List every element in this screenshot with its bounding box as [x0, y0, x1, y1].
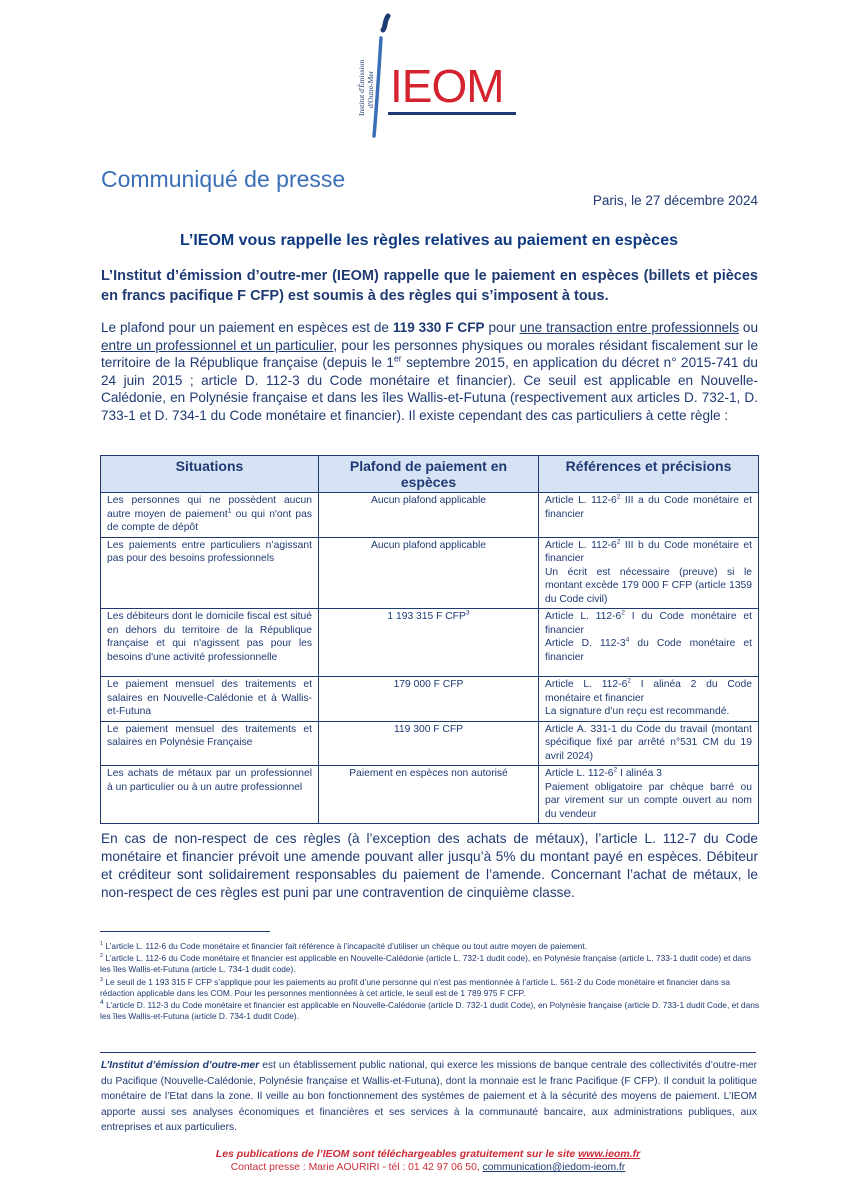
- website-link[interactable]: www.ieom.fr: [578, 1148, 641, 1160]
- footnote-number: 3: [100, 976, 104, 983]
- reference-text: Article L. 112-6: [545, 495, 617, 506]
- footnotes: [100, 941, 760, 1023]
- reference-text: Article L. 112-6: [545, 768, 614, 779]
- cell-plafond: [319, 721, 539, 766]
- ieom-logo-graphic: [350, 8, 525, 143]
- table-row: [101, 493, 759, 538]
- reference-note: Article D. 112-3: [545, 638, 626, 649]
- footnote: [100, 953, 760, 975]
- table-row: [101, 721, 759, 766]
- column-header-references: Références et précisions: [539, 456, 759, 493]
- rules-table: [100, 455, 759, 824]
- reference-note: Un écrit est nécessaire (preuve) si le montant excède 179 000 F CFP (article 1359 du Code civil): [545, 566, 752, 605]
- situation-text: Le paiement mensuel des traitements et salaires en Nouvelle-Calédonie et à Wallis-et-Futuna: [107, 679, 312, 717]
- cell-reference: [539, 677, 759, 722]
- publications-note: [100, 1148, 756, 1160]
- reference-text: III b du Code monétaire et financier: [545, 539, 752, 564]
- logo-wordmark: IEOM: [390, 60, 504, 112]
- ceiling-amount: 119 330 F CFP: [392, 320, 485, 335]
- cell-situation: [101, 609, 319, 677]
- reference-text: I alinéa 2 du Code monétaire et financier: [545, 679, 752, 704]
- situation-text: Les paiements entre particuliers n’agissant pas pour des besoins professionnels: [107, 539, 312, 564]
- body-paragraph: [101, 319, 758, 424]
- body-text: pour: [484, 320, 520, 335]
- body-text: , pour les personnes physiques ou morales résidant fiscalement sur le territoire de la République française (depuis le 1: [101, 337, 759, 370]
- about-text: est un établissement public national, qui exerce les missions de banque centrale des collectivités d’outre-mer du Pacifique (Nouvelle-Calédonie, Polynésie française et Wallis-et-Futuna), dont la monnaie est le franc Pacifique (F CFP). Il conduit la politique monétaire de l’Etat dans la zone. Il veille au bon fonctionnement des systèmes de paiement et à la sécurité des moyens de paiement. L’IEOM apporte aussi ses analyses économiques et financières et ses services à la communauté bancaire, aux administrations publiques, aux entreprises et aux particuliers.: [101, 1060, 757, 1134]
- footnote-ref: 2: [621, 609, 625, 617]
- situation-text: ou qui n'ont pas de compte de dépôt: [107, 508, 312, 533]
- cell-plafond: [319, 493, 539, 538]
- reference-text: Article L. 112-6: [545, 611, 622, 622]
- about-org-name: L’Institut d’émission d’outre-mer: [101, 1060, 260, 1071]
- situation-text: Les débiteurs dont le domicile fiscal est situé en dehors du territoire de la République française et qui n'agissent pas pour les besoins d'une activité professionnelle: [107, 611, 312, 663]
- cell-situation: [101, 537, 319, 609]
- footnote: [100, 977, 760, 999]
- cell-situation: [101, 677, 319, 722]
- reference-note: du Code monétaire et financier: [545, 638, 752, 663]
- table-row: [101, 677, 759, 722]
- underlined-phrase: entre un professionnel et un particulier: [101, 337, 334, 353]
- column-header-plafond: Plafond de paiement en espèces: [319, 456, 539, 493]
- cell-situation: [101, 721, 319, 766]
- table-row: [101, 609, 759, 677]
- situation-text: Les personnes qui ne possèdent aucun autre moyen de paiement: [107, 495, 312, 520]
- headline: L’IEOM vous rappelle les règles relatives au paiement en espèces: [179, 232, 678, 249]
- cell-reference: [539, 766, 759, 824]
- table-header-row: [101, 456, 759, 493]
- footnote-text: L’article D. 112-3 du Code monétaire et financier est applicable en Nouvelle-Calédonie (article D. 732-1 dudit Code), en Polynésie française (article D. 733-1 dudit Code, et dans les îles Wallis-et-Futuna (article D. 734-1 dudit Code).: [100, 1000, 760, 1022]
- reference-text: Article L. 112-6: [545, 539, 617, 551]
- footnote-ref: 2: [627, 677, 632, 685]
- plafond-text: 179 000 F CFP: [393, 679, 464, 690]
- reference-note: Paiement obligatoire par chèque barré ou par virement sur un compte ouvert au nom du vendeur: [545, 781, 752, 820]
- cell-plafond: [319, 609, 539, 677]
- cell-plafond: [319, 766, 539, 824]
- footnote-number: 4: [100, 999, 104, 1007]
- penalty-paragraph: En cas de non-respect de ces règles (à l’exception des achats de métaux), l’article L. 112-7 du Code monétaire et financier prévoit une amende pouvant aller jusqu’à 5% du montant payé en espèces. Débiteur et créditeur sont solidairement responsables du paiement de l’amende. Concernant l’achat de métaux, le non-respect de ces règles est puni par une contravention de cinquième classe.: [101, 831, 758, 900]
- contact-text: Contact presse : Marie AOURIRI - tél : 01 42 97 06 50,: [230, 1162, 483, 1173]
- footnote-number: 2: [100, 953, 104, 960]
- footnote-ref: 2: [616, 493, 621, 501]
- reference-note: La signature d’un reçu est recommandé.: [545, 706, 730, 717]
- reference-text: Article A. 331-1 du Code du travail (montant spécifique fixé par arrêté n°531 CM du 19 avril 2024): [545, 723, 752, 762]
- footnote-ref: 4: [625, 636, 630, 644]
- cell-reference: [539, 493, 759, 538]
- plafond-text: 1 193 315 F CFP: [387, 611, 466, 622]
- plafond-text: Paiement en espèces non autorisé: [349, 768, 508, 779]
- footnote-divider: [100, 931, 270, 932]
- body-text: ou: [739, 320, 759, 335]
- footnote-ref: 2: [613, 766, 618, 774]
- publications-text: Les publications de l’IEOM sont téléchargeables gratuitement sur le site: [215, 1148, 579, 1160]
- footnote-ref: 3: [465, 609, 470, 617]
- plafond-text: Aucun plafond applicable: [370, 495, 487, 506]
- cell-reference: [539, 721, 759, 766]
- footnote-number: 1: [100, 941, 104, 948]
- reference-text: Article L. 112-6: [545, 679, 628, 690]
- plafond-text: Aucun plafond applicable: [370, 539, 487, 551]
- cell-plafond: [319, 537, 539, 609]
- lead-paragraph: L’Institut d’émission d’outre-mer (IEOM) rappelle que le paiement en espèces (billets et pièces en francs pacifique F CFP) est soumis à des règles qui s’imposent à tous.: [101, 268, 758, 304]
- body-text: septembre 2015, en application du décret n° 2015-741 du 24 juin 2015 ; article D. 112-3 du Code monétaire et financier). Ce seuil est applicable en Nouvelle-Calédonie, en Polynésie française et dans les îles Wallis-et-Futuna (respectivement aux articles D. 732-1, D. 733-1 et D. 734-1 du Code monétaire et financier). Il existe cependant des cas particuliers à cette règle :: [101, 355, 758, 423]
- table-row: [101, 766, 759, 824]
- press-date: Paris, le 27 décembre 2024: [592, 193, 758, 208]
- cell-situation: [101, 493, 319, 538]
- press-contact: [100, 1162, 756, 1173]
- footnote: [100, 941, 760, 952]
- cell-reference: [539, 609, 759, 677]
- footnote-text: L’article L. 112-6 du Code monétaire et financier est applicable en Nouvelle-Calédonie (article L. 732-1 dudit code), en Polynésie française (article L. 733-1 dudit code) et dans les îles Wallis-et-Futuna (article L. 734-1 dudit code).: [100, 953, 751, 975]
- kicker: Communiqué de presse: [101, 166, 346, 192]
- superscript: er: [393, 353, 402, 364]
- footnote-text: Le seuil de 1 193 315 F CFP s’applique pour les paiements au profit d’une personne qui n’est pas mentionnée à l’article L. 561-2 du Code monétaire et financier dans sa rédaction applicable dans les COM. Pour les personnes mentionnées à cet article, le seuil est de 1 789 975 F CFP.: [100, 976, 730, 998]
- reference-text: I du Code monétaire et financier: [545, 611, 752, 636]
- footnote: [100, 1000, 760, 1022]
- body-text: Le plafond pour un paiement en espèces est de: [101, 320, 393, 335]
- logo-tagline-line2: d'Outre-Mer: [366, 70, 375, 108]
- plafond-text: 119 300 F CFP: [393, 723, 464, 735]
- situation-text: Le paiement mensuel des traitements et salaires en Polynésie Française: [107, 723, 312, 748]
- footnote-text: L’article L. 112-6 du Code monétaire et financier fait référence à l’incapacité d’utiliser un chèque ou tout autre moyen de paiement.: [103, 941, 588, 951]
- logo-tagline-line1: Institut d'Émission: [357, 59, 366, 116]
- underlined-phrase: une transaction entre professionnels: [519, 320, 740, 335]
- table-row: [101, 537, 759, 609]
- footnote-ref: 1: [227, 507, 232, 515]
- reference-text: III a du Code monétaire et financier: [545, 495, 752, 520]
- cell-situation: [101, 766, 319, 824]
- about-divider: [100, 1052, 756, 1053]
- about-ieom: [101, 1058, 757, 1136]
- footnote-ref: 2: [616, 538, 621, 546]
- column-header-situations: Situations: [101, 456, 319, 493]
- ieom-logo: [350, 8, 525, 143]
- cell-plafond: [319, 677, 539, 722]
- reference-text: I alinéa 3: [617, 768, 662, 779]
- situation-text: Les achats de métaux par un professionnel à un particulier ou à un autre professionnel: [107, 768, 312, 793]
- cell-reference: [539, 537, 759, 609]
- contact-email-link[interactable]: communication@iedom-ieom.fr: [482, 1162, 626, 1173]
